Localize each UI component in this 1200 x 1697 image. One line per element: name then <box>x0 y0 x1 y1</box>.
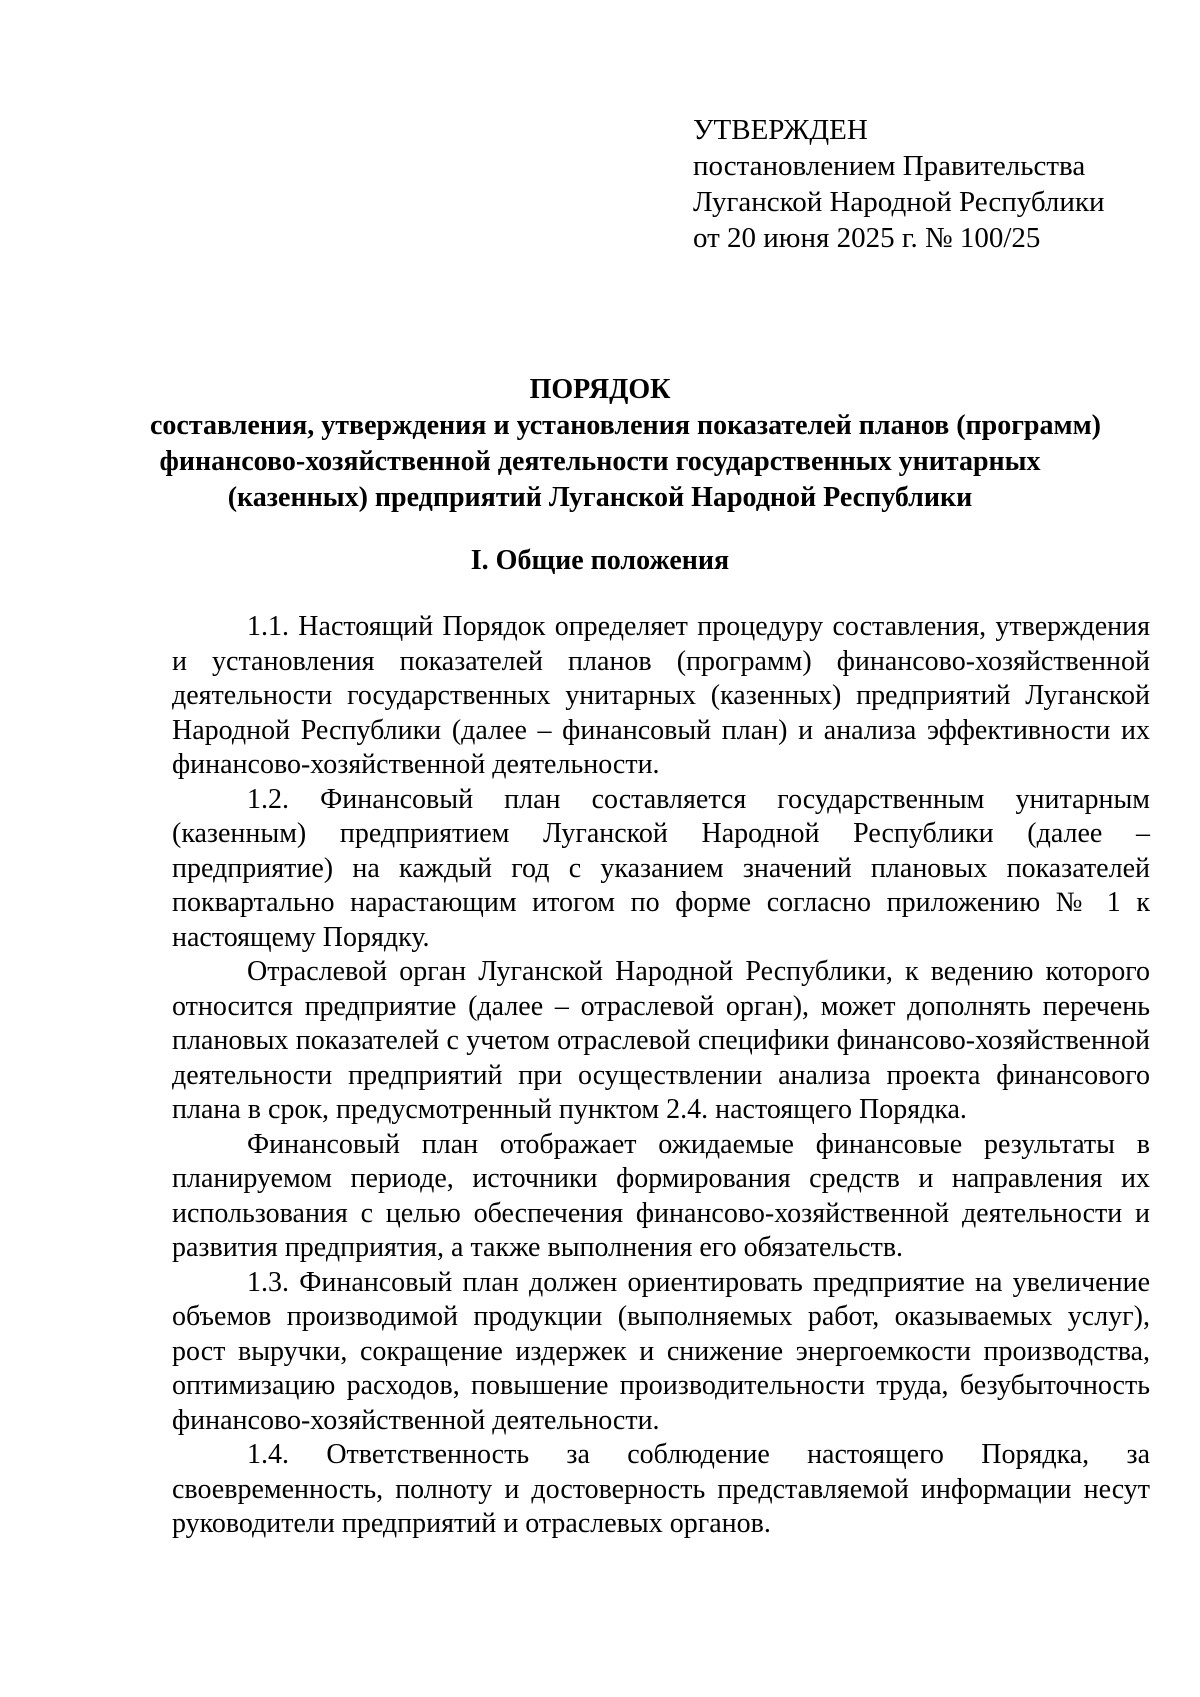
paragraph-1-2-purpose: Финансовый план отображает ожидаемые финансовые результаты в планируемом периоде, источники формирования средств и направления их использования с целью обеспечения финансово-хозяйственной деятельности и развития предприятия, а также выполнения его обязательств. <box>172 1128 1150 1263</box>
title-line-1: ПОРЯДОК <box>529 374 671 405</box>
title-line-4: (казенных) предприятий Луганской Народной Республики <box>227 482 973 513</box>
paragraph-1-3: 1.3. Финансовый план должен ориентировать предприятие на увеличение объемов производимой продукции (выполняемых работ, оказываемых услуг), рост выручки, сокращение издержек и снижение энергоемкости производства, оптимизацию расходов, повышение производительности труда, безубыточность финансово-хозяйственной деятельности. <box>172 1266 1150 1436</box>
section-heading: I. Общие положения <box>470 545 730 576</box>
paragraph-1-2-sectoral: Отраслевой орган Луганской Народной Республики, к ведению которого относится предприятие (далее – отраслевой орган), может дополнять перечень плановых показателей с учетом отраслевой специфики финансово-хозяйственной деятельности предприятий при осуществлении анализа проекта финансового плана в срок, предусмотренный пунктом 2.4. настоящего Порядка. <box>172 956 1150 1125</box>
approval-issuer: постановлением Правительства <box>693 150 1086 182</box>
approval-stamp-block <box>693 112 1105 256</box>
paragraph-1-1: 1.1. Настоящий Порядок определяет процедуру составления, утверждения и установления показателей планов (программ) финансово-хозяйственной деятельности государственных унитарных (казенных) предприятий Луганской Народной Республики (далее – финансовый план) и анализа эффективности их финансово-хозяйственной деятельности. <box>172 611 1150 780</box>
approval-authority: Луганской Народной Республики <box>693 186 1105 218</box>
document-body <box>172 610 1150 1542</box>
paragraph-1-4: 1.4. Ответственность за соблюдение настоящего Порядка, за своевременность, полноту и достоверность представляемой информации несут руководители предприятий и отраслевых органов. <box>172 1439 1150 1539</box>
approval-label: УТВЕРЖДЕН <box>693 114 868 146</box>
approval-date-number: от 20 июня 2025 г. № 100/25 <box>693 222 1041 254</box>
title-line-2: составления, утверждения и установления показателей планов (программ) <box>150 410 1101 441</box>
paragraph-1-2: 1.2. Финансовый план составляется государственным унитарным (казенным) предприятием Луганской Народной Республики (далее – предприятие) на каждый год с указанием значений плановых показателей поквартально нарастающим итогом по форме согласно приложению № 1 к настоящему Порядку. <box>172 783 1150 953</box>
document-title <box>150 372 1101 516</box>
title-line-3: финансово-хозяйственной деятельности государственных унитарных <box>159 446 1041 477</box>
